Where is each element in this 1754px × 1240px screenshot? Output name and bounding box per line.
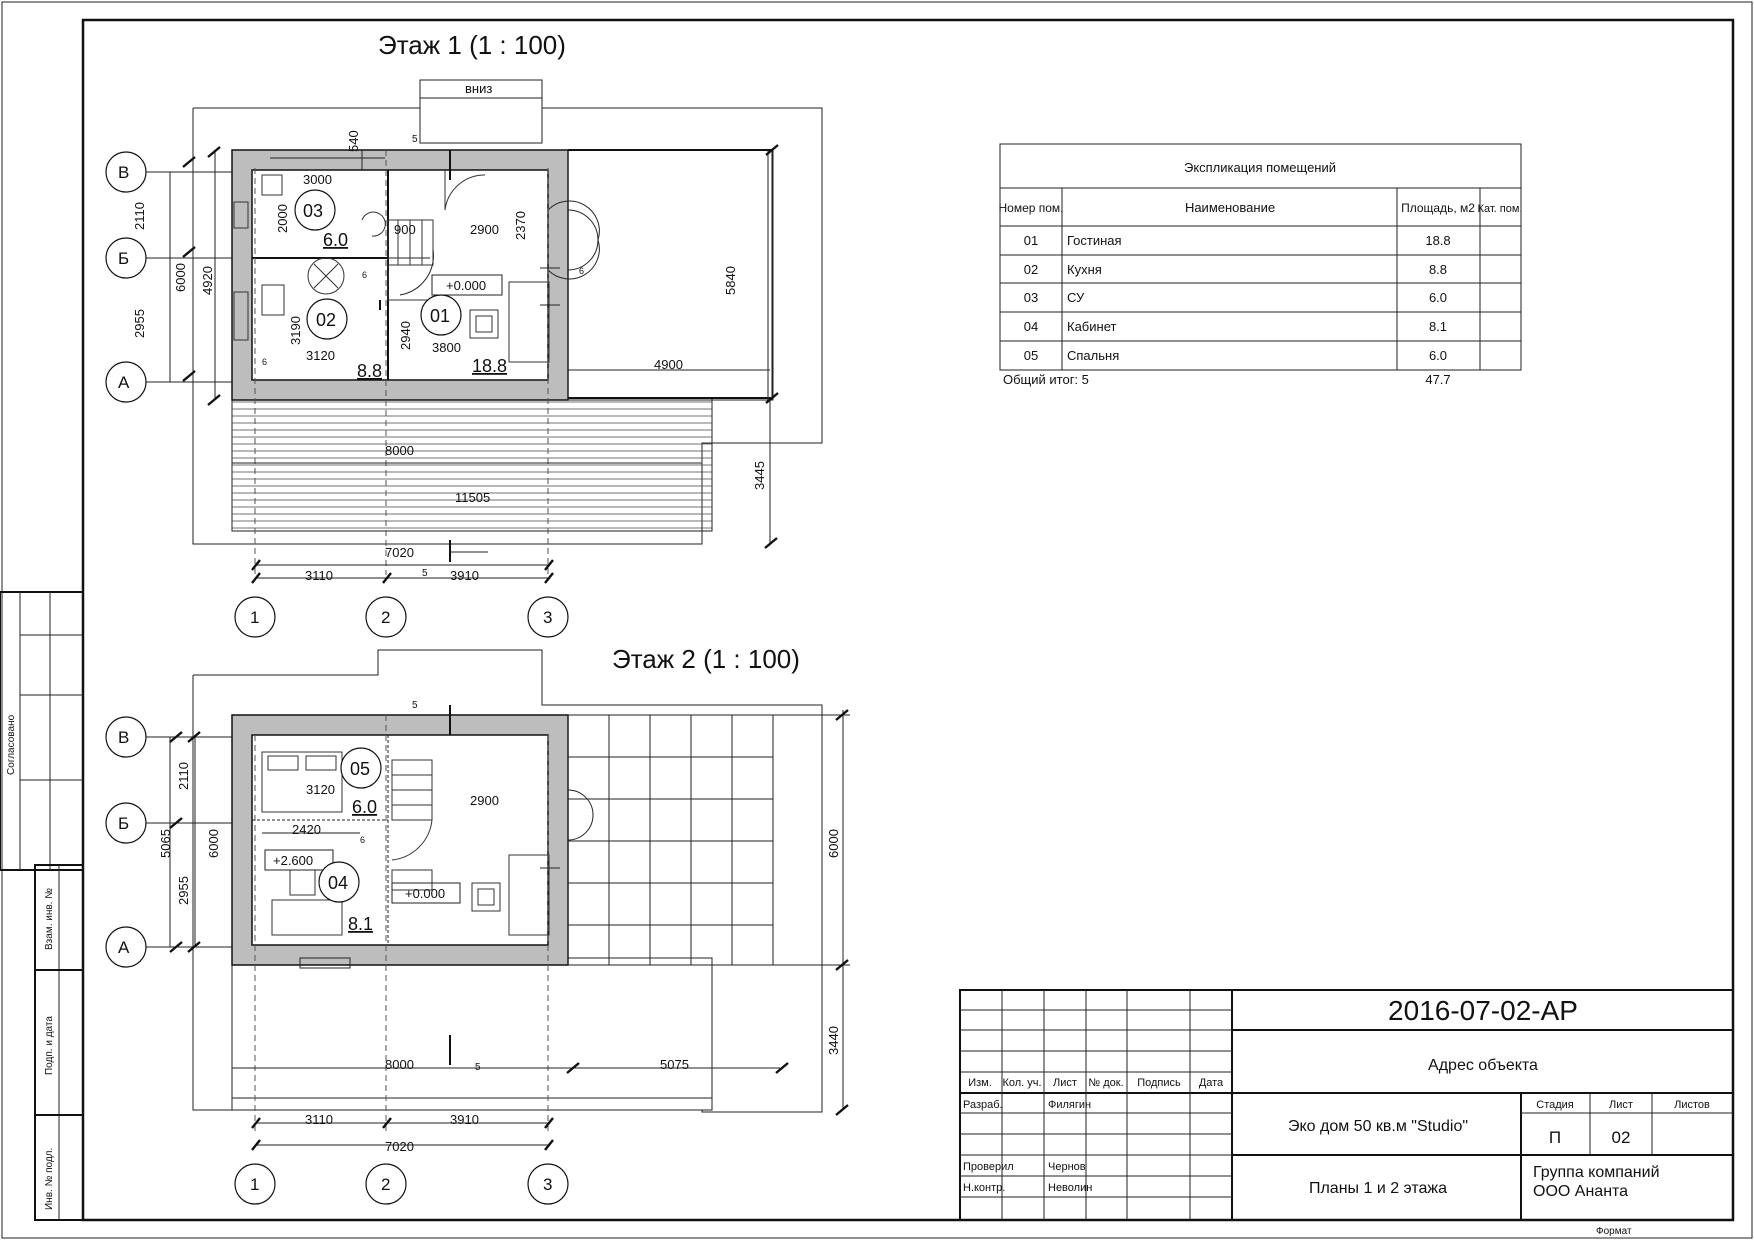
floor1-title: Этаж 1 (1 : 100) xyxy=(378,30,566,60)
f2-dim-3910: 3910 xyxy=(450,1112,479,1127)
f2-dim-3440: 3440 xyxy=(826,1026,841,1055)
stamp-col-date: Дата xyxy=(1198,1077,1224,1089)
dim-900: 900 xyxy=(394,222,416,237)
dim-3800: 3800 xyxy=(432,340,461,355)
room-04-area: 8.1 xyxy=(348,914,374,934)
dim-2110: 2110 xyxy=(132,202,147,230)
side-stamp-podp: Подп. и дата xyxy=(44,1016,55,1075)
dim-2000: 2000 xyxy=(275,204,290,233)
floor2-furniture xyxy=(262,752,593,935)
f2-axis-V: В xyxy=(118,728,130,747)
explication-cell-num: 04 xyxy=(1023,319,1039,334)
floor1-level: +0.000 xyxy=(446,278,487,293)
section-mark-5a: 5 xyxy=(412,134,418,145)
room-03-area: 6.0 xyxy=(323,230,349,250)
explication-total-value: 47.7 xyxy=(1425,372,1451,387)
f2-dim-2420: 2420 xyxy=(292,822,321,837)
floor2-glazed-roof xyxy=(568,715,773,965)
dim-6000: 6000 xyxy=(173,263,188,292)
f2-dim-2955: 2955 xyxy=(176,876,191,905)
stamp-company-1: Группа компаний xyxy=(1533,1164,1660,1181)
dim-7020: 7020 xyxy=(385,545,414,560)
explication-cell-area: 8.8 xyxy=(1428,262,1448,277)
room-02-area: 8.8 xyxy=(357,361,383,381)
axis-V: В xyxy=(118,163,130,182)
section-mark-5b: 5 xyxy=(422,568,428,579)
explication-table xyxy=(998,144,1522,387)
stamp-name-norm: Неволин xyxy=(1048,1182,1093,1194)
f2-section-mark-6: 6 xyxy=(360,835,366,845)
floor1-furniture xyxy=(234,170,549,362)
f2-section-mark-5b: 5 xyxy=(475,1062,481,1073)
stamp-sheets-label: Листов xyxy=(1674,1099,1710,1111)
stamp-sheet-value: 02 xyxy=(1611,1128,1631,1147)
stamp-role-dev: Разраб. xyxy=(963,1099,1003,1111)
stamp-sheet-title: Планы 1 и 2 этажа xyxy=(1308,1180,1448,1197)
dim-2955: 2955 xyxy=(132,309,147,338)
explication-cell-num: 05 xyxy=(1023,348,1039,363)
f2-dim-2110: 2110 xyxy=(176,762,191,790)
room-01-number: 01 xyxy=(430,306,451,326)
axis-1: 1 xyxy=(250,608,260,627)
explication-header-area: Площадь, м2 xyxy=(1401,201,1475,215)
explication-header-name: Наименование xyxy=(1184,200,1276,215)
stamp-col-list: Лист xyxy=(1053,1077,1077,1089)
stamp-stage-value: П xyxy=(1548,1128,1562,1147)
f2-axis-2: 2 xyxy=(381,1175,391,1194)
dim-540: 540 xyxy=(346,130,361,152)
explication-header-cat: Кат. пом. xyxy=(1477,203,1523,215)
room-03-number: 03 xyxy=(303,201,324,221)
floor1-terrace xyxy=(232,398,712,531)
axis-A: А xyxy=(118,373,130,392)
dim-11505: 11505 xyxy=(455,490,491,505)
dim-3110: 3110 xyxy=(305,568,333,583)
dim-3120: 3120 xyxy=(306,348,335,363)
section-mark-6a: 6 xyxy=(362,270,368,280)
explication-header-num: Номер пом. xyxy=(998,201,1064,215)
f2-axis-A: А xyxy=(118,938,130,957)
explication-cell-area: 6.0 xyxy=(1428,290,1448,305)
dim-2940: 2940 xyxy=(398,321,413,350)
title-block xyxy=(960,990,1733,1237)
dim-3190: 3190 xyxy=(288,316,303,345)
side-stamp-agreed: Согласовано xyxy=(6,714,17,775)
side-stamp-vzam: Взам. инв. № xyxy=(44,888,55,950)
f2-dim-3110: 3110 xyxy=(305,1112,333,1127)
f2-dim-2900: 2900 xyxy=(470,793,499,808)
explication-cell-area: 18.8 xyxy=(1425,233,1451,248)
explication-cell-name: СУ xyxy=(1067,290,1085,305)
floor2-title: Этаж 2 (1 : 100) xyxy=(612,644,800,674)
f2-section-mark-5a: 5 xyxy=(412,700,418,711)
explication-cell-num: 03 xyxy=(1023,290,1039,305)
f2-axis-3: 3 xyxy=(543,1175,553,1194)
explication-total-label: Общий итог: 5 xyxy=(1003,372,1089,387)
dim-3000: 3000 xyxy=(303,172,332,187)
room-05-area: 6.0 xyxy=(352,797,378,817)
f2-dim-3120: 3120 xyxy=(306,782,335,797)
axis-2: 2 xyxy=(381,608,391,627)
f2-axis-1: 1 xyxy=(250,1175,260,1194)
stamp-format-label: Формат xyxy=(1596,1226,1632,1237)
explication-cell-num: 01 xyxy=(1023,233,1039,248)
room-04-number: 04 xyxy=(328,873,349,893)
room-01-area: 18.8 xyxy=(472,356,508,376)
explication-cell-area: 8.1 xyxy=(1428,319,1448,334)
dim-8000: 8000 xyxy=(385,443,414,458)
axis-B: Б xyxy=(118,249,130,268)
dim-2900: 2900 xyxy=(470,222,499,237)
explication-cell-area: 6.0 xyxy=(1428,348,1448,363)
stamp-company-2: ООО Ананта xyxy=(1533,1183,1629,1200)
stamp-sheet-label: Лист xyxy=(1609,1099,1633,1111)
floor2-walls xyxy=(232,715,568,968)
dim-4920: 4920 xyxy=(200,266,215,295)
dim-3445: 3445 xyxy=(752,461,767,490)
floor1-plan xyxy=(106,30,822,637)
dim-4900: 4900 xyxy=(654,357,683,372)
f2-dim-5065: 5065 xyxy=(158,829,173,858)
stamp-col-doc: № док. xyxy=(1088,1077,1124,1089)
stamp-name-check: Чернов xyxy=(1048,1161,1086,1173)
stamp-code: 2016-07-02-АР xyxy=(1388,995,1578,1026)
f2-dim-6000: 6000 xyxy=(206,829,221,858)
explication-cell-name: Спальня xyxy=(1067,348,1120,363)
floor2-terrace xyxy=(232,958,712,1110)
explication-title: Экспликация помещений xyxy=(1183,160,1337,175)
f2-dim-7020: 7020 xyxy=(385,1139,414,1154)
floor2-level-upper: +2.600 xyxy=(273,853,314,868)
f2-dim-8000: 8000 xyxy=(385,1057,414,1072)
room-05-number: 05 xyxy=(350,759,371,779)
floor1-vniz-label: вниз xyxy=(465,81,493,96)
explication-cell-name: Гостиная xyxy=(1067,233,1122,248)
stamp-address: Адрес объекта xyxy=(1428,1057,1538,1074)
floor2-level: +0.000 xyxy=(405,886,446,901)
dim-3910: 3910 xyxy=(450,568,479,583)
side-stamp-inv: Инв. № подл. xyxy=(44,1147,55,1210)
explication-cell-name: Кухня xyxy=(1067,262,1102,277)
explication-cell-name: Кабинет xyxy=(1067,319,1117,334)
stamp-col-sign: Подпись xyxy=(1137,1077,1181,1089)
stamp-name-dev: Филягин xyxy=(1048,1099,1092,1111)
dim-2370: 2370 xyxy=(513,211,528,240)
f2-dim-5075: 5075 xyxy=(660,1057,689,1072)
stamp-col-kol: Кол. уч. xyxy=(1002,1077,1042,1089)
section-mark-6b: 6 xyxy=(579,266,585,276)
stamp-project: Эко дом 50 кв.м "Studio" xyxy=(1287,1118,1469,1135)
stamp-stage-label: Стадия xyxy=(1536,1099,1574,1111)
dim-5840: 5840 xyxy=(723,266,738,295)
room-02-number: 02 xyxy=(316,310,337,330)
floor2-plan xyxy=(106,644,850,1204)
f2-dim-6000-right: 6000 xyxy=(826,829,841,858)
stamp-role-check: Проверил xyxy=(963,1161,1014,1173)
section-mark-6c: 6 xyxy=(262,357,268,367)
stamp-col-izm: Изм. xyxy=(968,1077,992,1089)
axis-3: 3 xyxy=(543,608,553,627)
f2-axis-B: Б xyxy=(118,814,130,833)
explication-cell-num: 02 xyxy=(1023,262,1039,277)
side-stamp xyxy=(0,592,83,1220)
stamp-role-norm: Н.контр. xyxy=(963,1182,1006,1194)
